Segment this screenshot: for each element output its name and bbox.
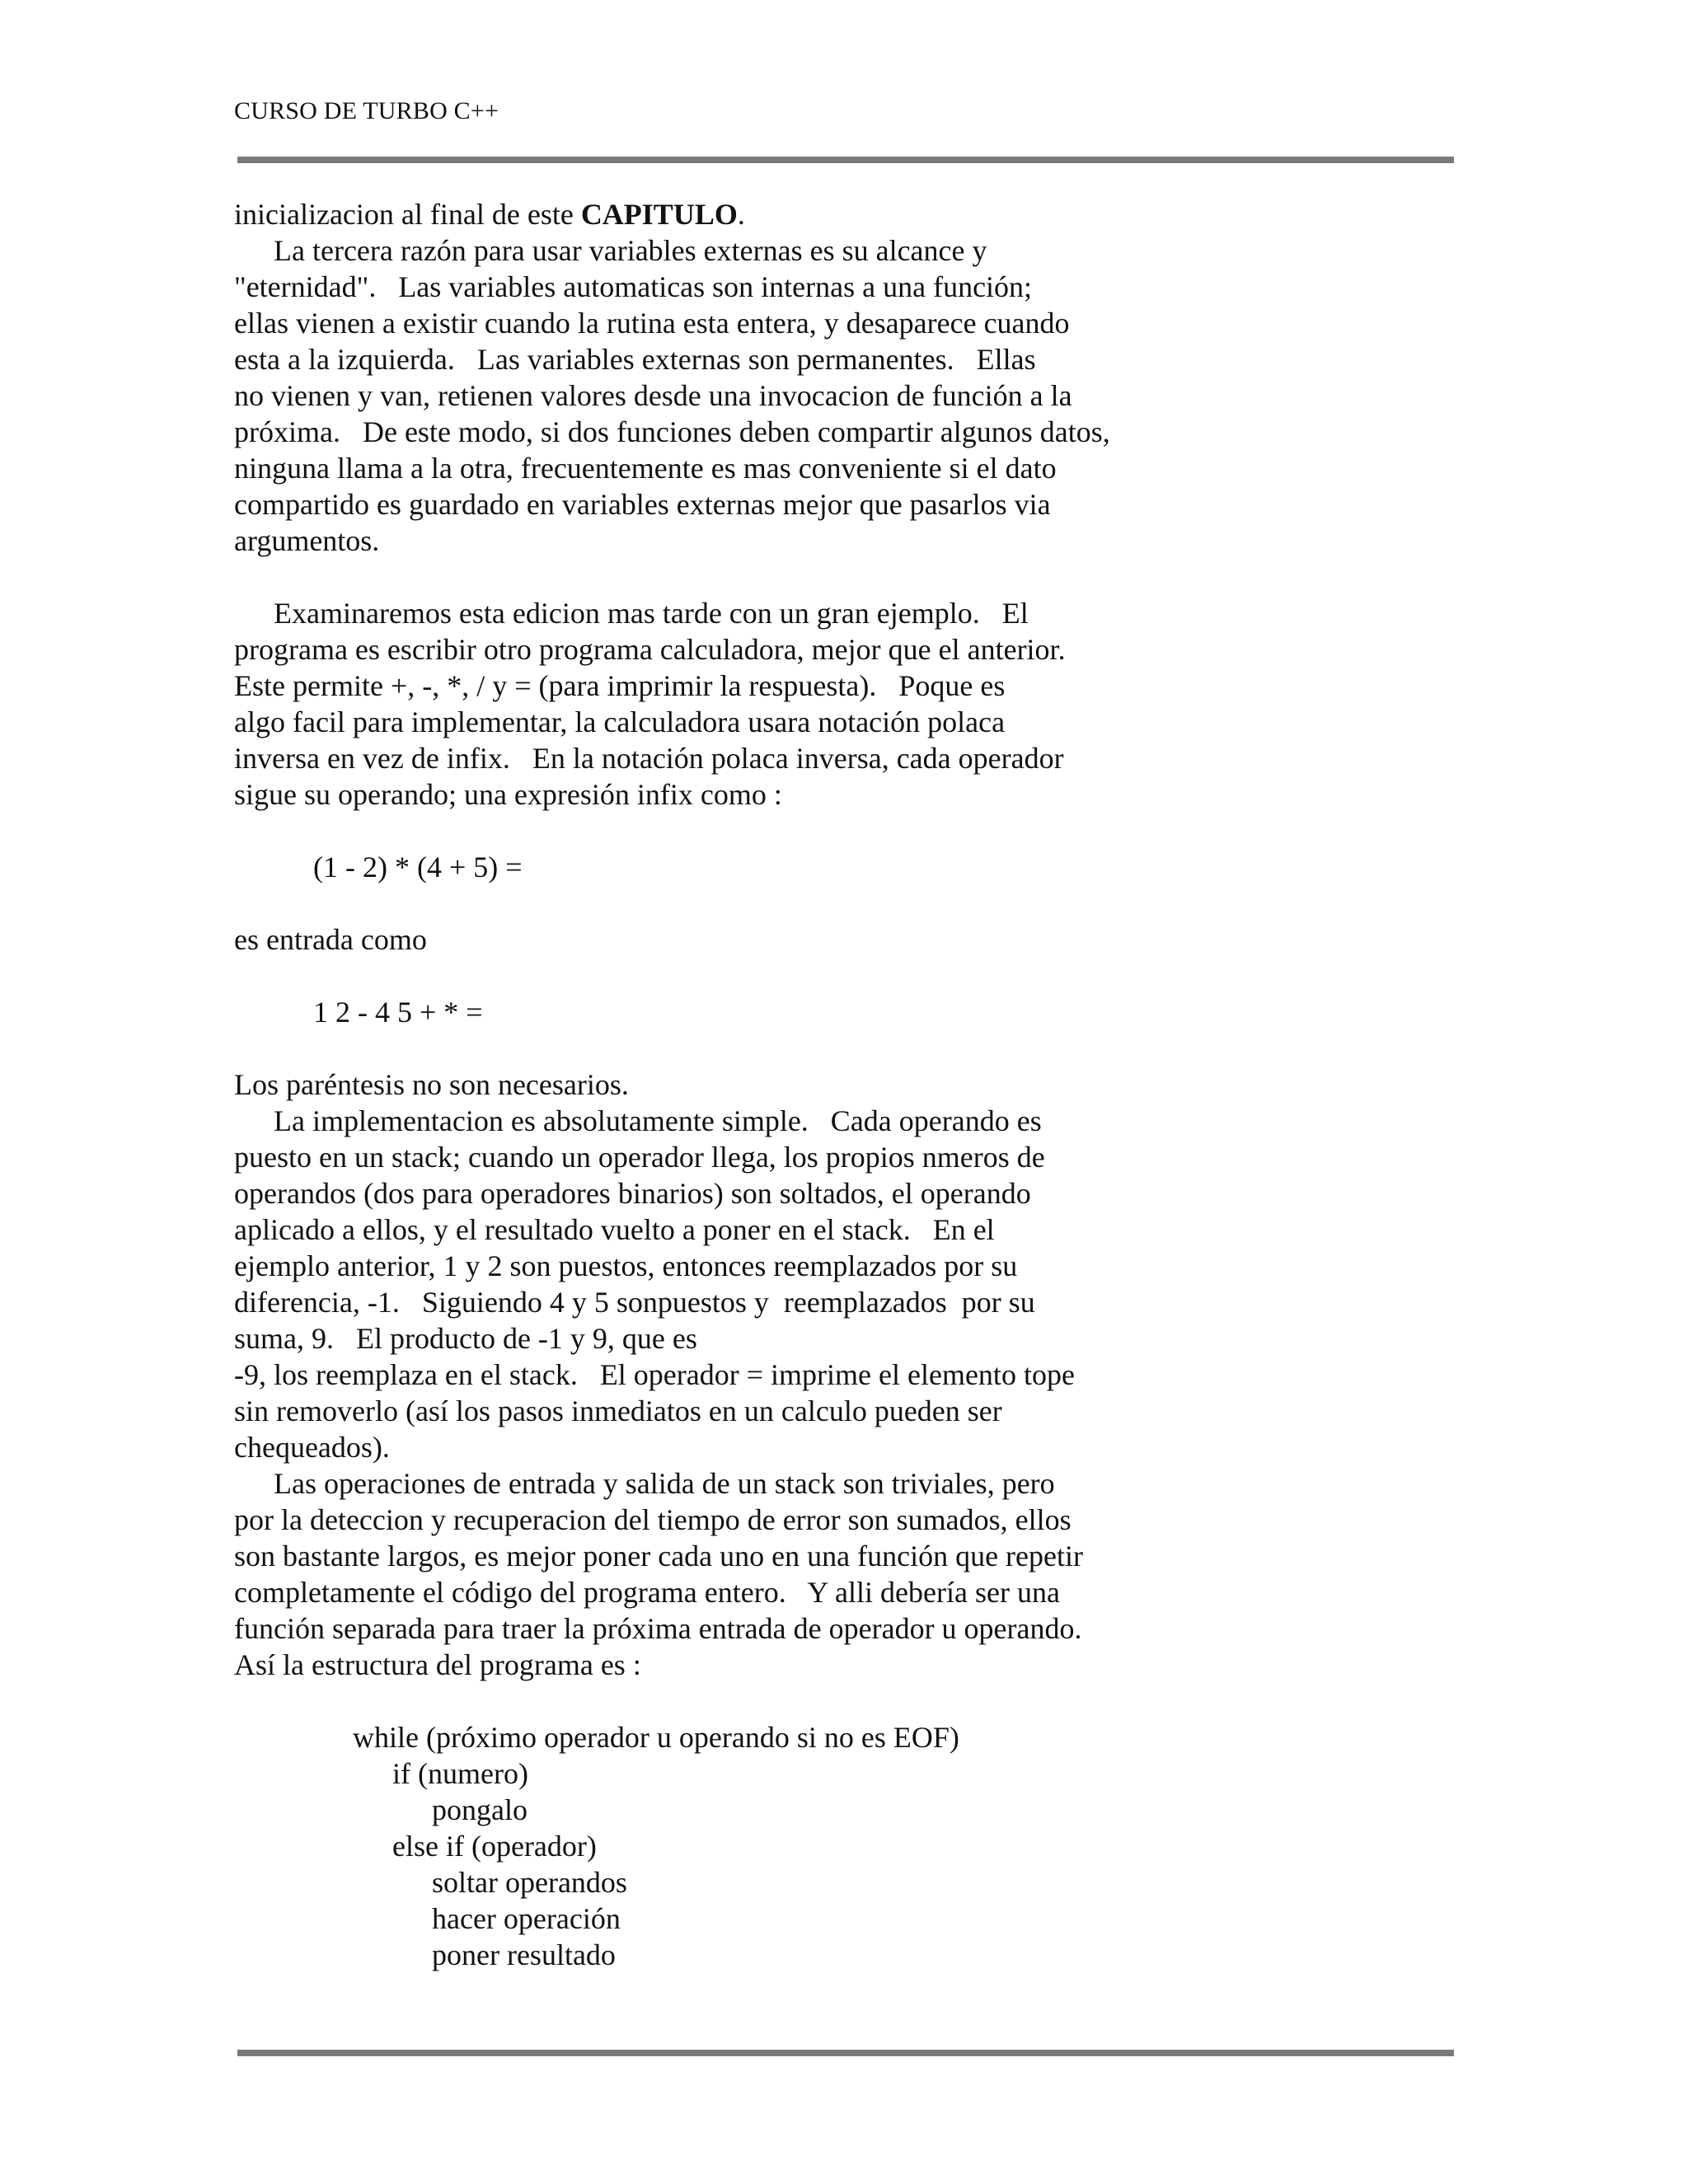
paragraph-line: programa es escribir otro programa calculadora, mejor que el anterior.	[234, 633, 1066, 666]
paragraph-line: diferencia, -1. Siguiendo 4 y 5 sonpuestos y reemplazados por su	[234, 1286, 1035, 1319]
paragraph-line: es entrada como	[234, 923, 427, 956]
paragraph-line: argumentos.	[234, 524, 380, 557]
pseudocode-line: pongalo	[432, 1793, 528, 1826]
paragraph-line: Las operaciones de entrada y salida de un stack son triviales, pero	[274, 1467, 1055, 1500]
paragraph-line: completamente el código del programa entero. Y alli debería ser una	[234, 1576, 1060, 1609]
paragraph-line: operandos (dos para operadores binarios) son soltados, el operando	[234, 1177, 1031, 1210]
paragraph-line: inversa en vez de infix. En la notación polaca inversa, cada operador	[234, 742, 1064, 775]
paragraph-line: Examinaremos esta edicion mas tarde con un gran ejemplo. El	[274, 597, 1029, 630]
pseudocode-line: if (numero)	[392, 1757, 528, 1790]
text-run: .	[737, 198, 745, 231]
paragraph-line: "eternidad". Las variables automaticas son internas a una función;	[234, 270, 1033, 303]
paragraph-line: ninguna llama a la otra, frecuentemente es mas conveniente si el dato	[234, 452, 1057, 485]
paragraph-line: sin removerlo (así los pasos inmediatos en un calculo pueden ser	[234, 1394, 1002, 1427]
paragraph-line: Así la estructura del programa es :	[234, 1648, 641, 1681]
paragraph-line: Los paréntesis no son necesarios.	[234, 1068, 629, 1101]
pseudocode-line: else if (operador)	[392, 1830, 597, 1863]
paragraph-line: por la deteccion y recuperacion del tiempo de error son sumados, ellos	[234, 1503, 1071, 1536]
paragraph-line: compartido es guardado en variables externas mejor que pasarlos via	[234, 488, 1051, 521]
pseudocode-line: soltar operandos	[432, 1866, 627, 1899]
paragraph-line: ellas vienen a existir cuando la rutina esta entera, y desaparece cuando	[234, 307, 1070, 340]
paragraph-line: aplicado a ellos, y el resultado vuelto a poner en el stack. En el	[234, 1213, 995, 1246]
paragraph-line	[234, 196, 745, 232]
paragraph-line: función separada para traer la próxima entrada de operador u operando.	[234, 1612, 1082, 1645]
paragraph-line: puesto en un stack; cuando un operador llega, los propios nmeros de	[234, 1141, 1045, 1174]
paragraph-line: algo facil para implementar, la calculadora usara notación polaca	[234, 705, 1006, 738]
paragraph-line: La implementacion es absolutamente simple. Cada operando es	[274, 1104, 1042, 1137]
paragraph-line: ejemplo anterior, 1 y 2 son puestos, entonces reemplazados por su	[234, 1249, 1018, 1282]
text-run: inicializacion al final de este	[234, 198, 581, 231]
paragraph-line: Este permite +, -, *, / y = (para imprimir la respuesta). Poque es	[234, 669, 1006, 702]
pseudocode-line: hacer operación	[432, 1902, 621, 1935]
paragraph-line: esta a la izquierda. Las variables externas son permanentes. Ellas	[234, 343, 1036, 376]
formula-infix: (1 - 2) * (4 + 5) =	[313, 851, 523, 883]
paragraph-line: no vienen y van, retienen valores desde una invocacion de función a la	[234, 379, 1072, 412]
paragraph-line: -9, los reemplaza en el stack. El operador = imprime el elemento tope	[234, 1358, 1075, 1391]
paragraph-line: chequeados).	[234, 1431, 390, 1464]
header-rule	[237, 157, 1454, 163]
pseudocode-line: poner resultado	[432, 1938, 616, 1971]
bold-term: CAPITULO	[580, 198, 738, 231]
paragraph-line: La tercera razón para usar variables externas es su alcance y	[274, 234, 987, 267]
formula-postfix: 1 2 - 4 5 + * =	[313, 996, 483, 1029]
footer-rule	[237, 2050, 1454, 2056]
pseudocode-line: while (próximo operador u operando si no es EOF)	[353, 1721, 959, 1754]
header-title: CURSO DE TURBO C++	[234, 97, 499, 124]
paragraph-line: suma, 9. El producto de -1 y 9, que es	[234, 1322, 697, 1355]
paragraph-line: sigue su operando; una expresión infix como :	[234, 778, 782, 811]
paragraph-line: son bastante largos, es mejor poner cada uno en una función que repetir	[234, 1540, 1083, 1572]
paragraph-line: próxima. De este modo, si dos funciones deben compartir algunos datos,	[234, 415, 1110, 448]
